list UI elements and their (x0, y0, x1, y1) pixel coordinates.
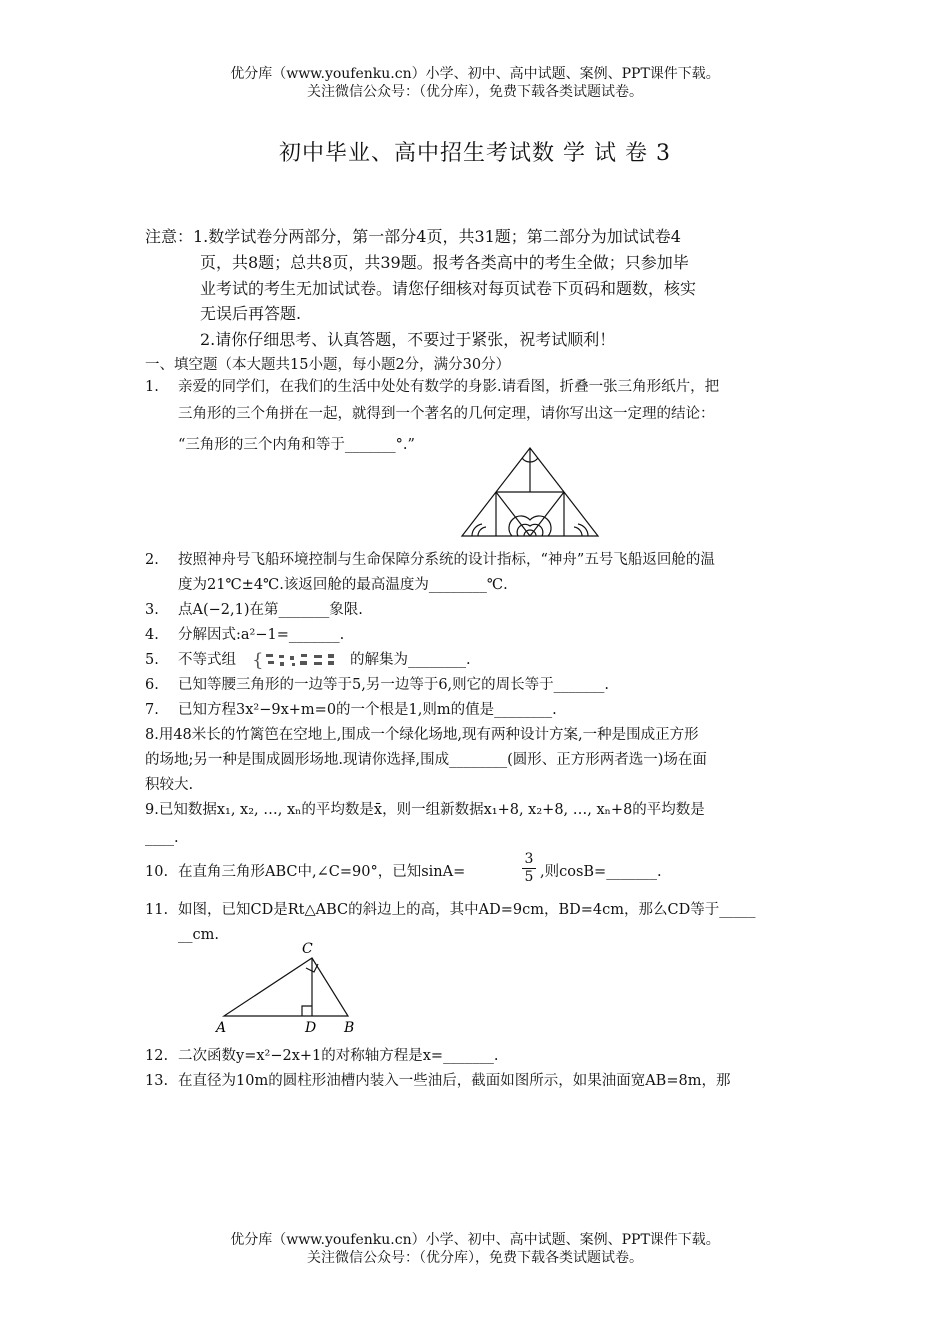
footer-line-1: 优分库（www.youfenku.cn）小学、初中、高中试题、案例、PPT课件下载。 (230, 1232, 720, 1248)
q2-line-2: 度为21℃±4℃.该返回舱的最高温度为________℃. (178, 577, 508, 593)
q5-post: 的解集为________. (350, 652, 471, 668)
q12-number: 12. (145, 1048, 169, 1064)
q8-line-2: 的场地;另一种是围成圆形场地.现请你选择,围成________(圆形、正方形两者选一)场在面 (145, 752, 707, 768)
q6-number: 6. (145, 677, 159, 693)
q2-line-1: 按照神舟号飞船环境控制与生命保障分系统的设计指标，“神舟”五号飞船返回舱的温 (178, 552, 715, 568)
label-b: B (344, 1020, 355, 1036)
q7-number: 7. (145, 702, 159, 718)
notice-line-5: 2.请你仔细思考、认真答题，不要过于紧张，祝考试顺利！ (200, 330, 616, 349)
q8-line-3: 积较大. (145, 777, 194, 793)
q1-line-3: “三角形的三个内角和等于_______°.” (178, 437, 415, 453)
section-heading: 一、填空题（本大题共15小题，每小题2分，满分30分） (145, 357, 511, 373)
q8-line-1: 8.用48米长的竹篱笆在空地上,围成一个绿化场地,现有两种设计方案,一种是围成正方形 (145, 727, 699, 743)
folded-triangle-figure (460, 446, 600, 538)
footer-line-2: 关注微信公众号：（优分库），免费下载各类试题试卷。 (307, 1250, 643, 1266)
q11-line-2: __cm. (178, 927, 219, 943)
q12-text: 二次函数y=x²−2x+1的对称轴方程是x=_______. (178, 1048, 499, 1064)
q11-number: 11. (145, 902, 169, 918)
page-title: 初中毕业、高中招生考试数 学 试 卷 3 (279, 141, 671, 166)
notice-line-1: 注意：1.数学试卷分两部分，第一部分4页，共31题；第二部分为加试试卷4 (145, 227, 681, 246)
q4-number: 4. (145, 627, 159, 643)
q9-line-1: 9.已知数据x₁, x₂, …, xₙ的平均数是x̄，则一组新数据x₁+8, x₂+8, …, xₙ+8的平均数是 (145, 802, 705, 818)
q10-number: 10. (145, 864, 169, 880)
q13-text: 在直径为10m的圆柱形油槽内装入一些油后，截面如图所示，如果油面宽AB=8m，那 (178, 1073, 731, 1089)
q11-line-1: 如图，已知CD是Rt△ABC的斜边上的高，其中AD=9cm，BD=4cm，那么CD等于_____ (178, 902, 756, 918)
notice-line-2: 页，共8题；总共8页，共39题。报考各类高中的考生全做；只参加毕 (200, 253, 689, 272)
q1-line-2: 三角形的三个角拼在一起，就得到一个著名的几何定理，请你写出这一定理的结论： (178, 406, 715, 422)
label-c: C (302, 941, 313, 957)
q6-text: 已知等腰三角形的一边等于5,另一边等于6,则它的周长等于_______. (178, 677, 610, 693)
q1-number: 1. (145, 379, 159, 395)
q13-number: 13. (145, 1073, 169, 1089)
q1-line-1: 亲爱的同学们，在我们的生活中处处有数学的身影.请看图，折叠一张三角形纸片，把 (178, 379, 720, 395)
inequality-system-image (252, 650, 348, 670)
q9-line-2: ____. (145, 830, 179, 846)
q10-pre: 在直角三角形ABC中,∠C=90°，已知sinA= (178, 864, 466, 880)
right-triangle-figure (214, 938, 364, 1034)
label-a: A (216, 1020, 227, 1036)
q5-number: 5. (145, 652, 159, 668)
q10-post: ,则cosB=_______. (540, 864, 662, 880)
fraction-numerator: 3 (524, 851, 534, 867)
q7-text: 已知方程3x²−9x+m=0的一个根是1,则m的值是________. (178, 702, 557, 718)
header-line-1: 优分库（www.youfenku.cn）小学、初中、高中试题、案例、PPT课件下载。 (230, 66, 720, 82)
notice-line-4: 无误后再答题. (200, 304, 302, 323)
q2-number: 2. (145, 552, 159, 568)
svg-text:{: { (252, 650, 264, 671)
header-line-2: 关注微信公众号：（优分库），免费下载各类试题试卷。 (307, 84, 643, 100)
fraction-denominator: 5 (522, 868, 536, 886)
q4-text: 分解因式:a²−1=_______. (178, 627, 345, 643)
q10-fraction (522, 851, 536, 886)
q3-number: 3. (145, 602, 159, 618)
q3-text: 点A(−2,1)在第_______象限. (178, 602, 363, 618)
notice-line-3: 业考试的考生无加试试卷。请您仔细核对每页试卷下页码和题数，核实 (200, 279, 697, 298)
q5-pre: 不等式组 (178, 652, 236, 668)
label-d: D (305, 1020, 317, 1036)
